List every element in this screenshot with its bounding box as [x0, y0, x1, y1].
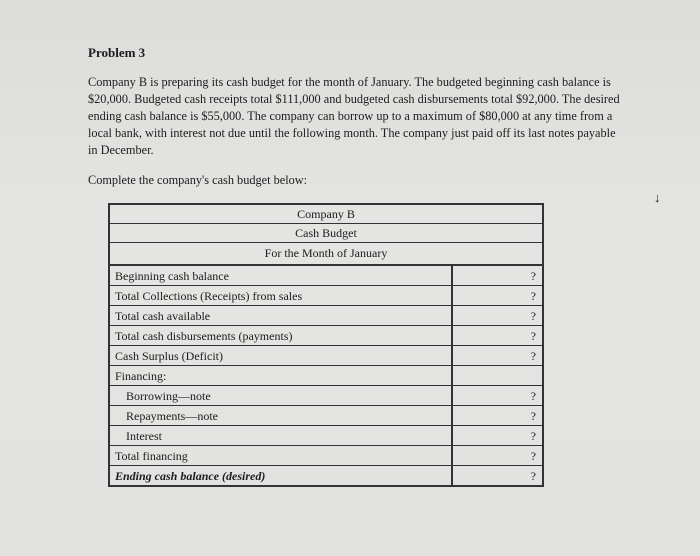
problem-title: Problem 3: [88, 45, 146, 60]
row-label: Cash Surplus (Deficit): [110, 346, 452, 366]
down-arrow-icon: ↓: [654, 190, 661, 205]
table-row: [110, 446, 542, 466]
row-label: Financing:: [110, 366, 452, 386]
budget-company-name: Company B: [110, 205, 542, 224]
table-row: [110, 326, 542, 346]
problem-description: Company B is preparing its cash budget for the month of January. The budgeted beginning cash balance is $20,000. Budgeted cash receipts total $111,000 and budgeted cash disbursements total $92,000. The desired ending cash balance is $55,000. The company can borrow up to a maximum of $80,000 at any time from a local bank, with interest not due until the following month. The company just paid off its last notes payable in December.: [88, 75, 620, 157]
row-value: ?: [452, 406, 542, 426]
row-value: ?: [452, 326, 542, 346]
budget-period: For the Month of January: [110, 243, 542, 266]
row-value: ?: [452, 346, 542, 366]
table-row: [110, 466, 542, 486]
row-label: Total cash disbursements (payments): [110, 326, 452, 346]
row-label: Total cash available: [110, 306, 452, 326]
row-label: Repayments—note: [110, 406, 452, 426]
row-label: Total Collections (Receipts) from sales: [110, 286, 452, 306]
table-row: [110, 286, 542, 306]
row-value: ?: [452, 426, 542, 446]
budget-title: Cash Budget: [110, 224, 542, 243]
row-label: Borrowing—note: [110, 386, 452, 406]
table-row: [110, 366, 542, 386]
budget-rows: [110, 266, 542, 485]
row-label: Interest: [110, 426, 452, 446]
table-row: [110, 346, 542, 366]
row-value: ?: [452, 446, 542, 466]
row-value: ?: [452, 266, 542, 286]
row-label: Ending cash balance (desired): [115, 468, 266, 483]
row-label: Beginning cash balance: [110, 266, 452, 286]
row-value: ?: [452, 286, 542, 306]
table-row: [110, 306, 542, 326]
row-value: ?: [452, 306, 542, 326]
row-value: ?: [452, 386, 542, 406]
table-row: [110, 386, 542, 406]
row-label: Total financing: [110, 446, 452, 466]
table-row: [110, 266, 542, 286]
row-value: [452, 366, 542, 386]
row-value: ?: [452, 466, 542, 486]
instruction-text: Complete the company's cash budget below:: [88, 173, 308, 187]
table-row: [110, 406, 542, 426]
cash-budget-table: [108, 203, 544, 487]
table-row: [110, 426, 542, 446]
